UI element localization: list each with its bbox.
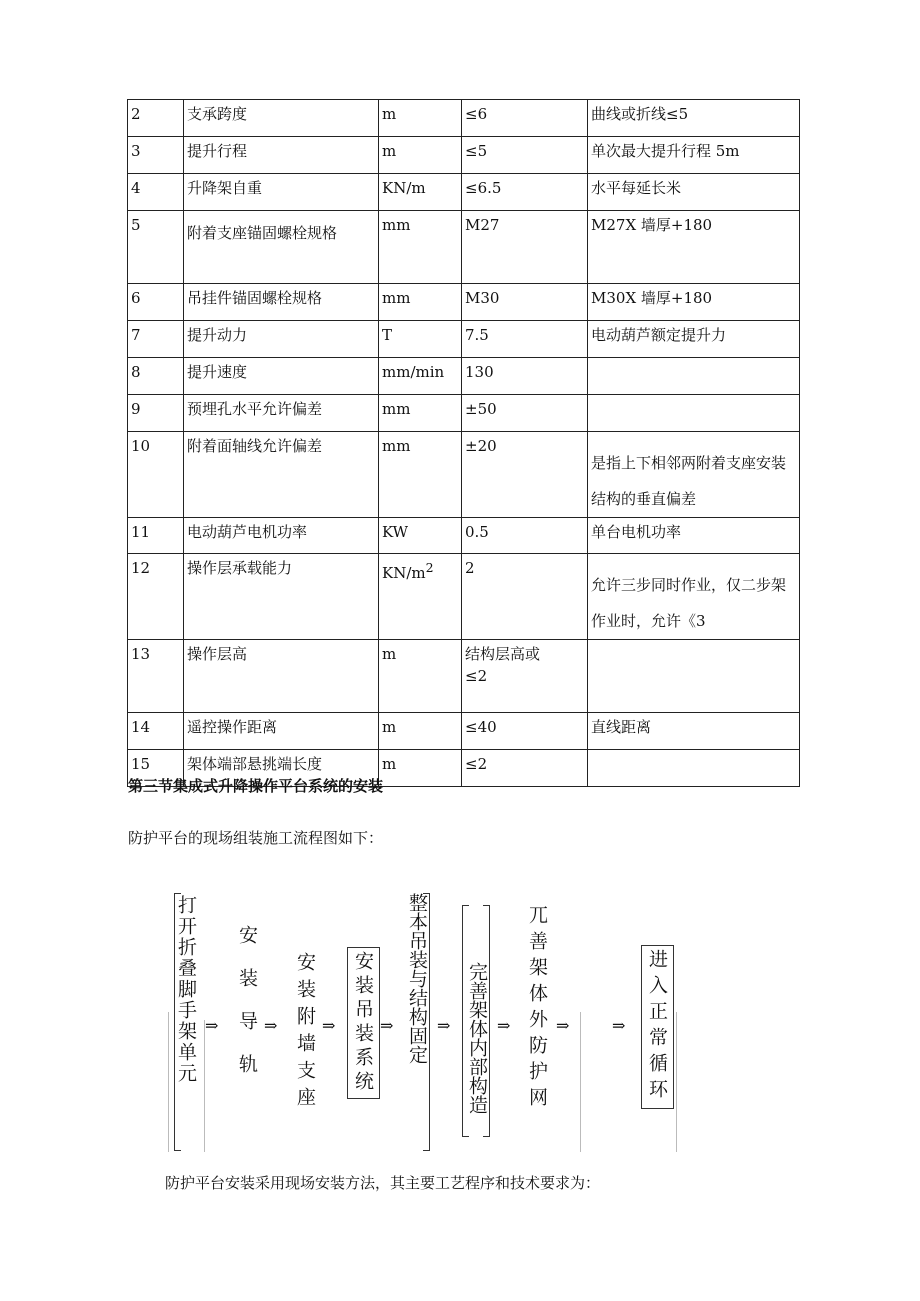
step-bracket [483,905,490,1137]
note: 水平每延长米 [588,174,800,211]
flow-divider [168,1012,169,1152]
note: 直线距离 [588,713,800,750]
value: ≤6.5 [462,174,588,211]
unit: KW [379,518,462,554]
unit: m [379,137,462,174]
flow-step-2: 安装导轨 [236,925,258,1097]
row-number: 14 [128,713,184,750]
row-number: 6 [128,284,184,321]
flow-divider [580,1012,581,1152]
item-name: 电动葫芦电机功率 [184,518,379,554]
note: 单台电机功率 [588,518,800,554]
flow-step-1: 打开折叠脚手架单元 [175,895,197,1084]
row-number: 5 [128,211,184,284]
unit: mm/min [379,358,462,395]
item-name: 架体端部悬挑端长度 [184,750,379,787]
unit: m [379,750,462,787]
value: ≤5 [462,137,588,174]
value: ≤2 [462,750,588,787]
row-number: 11 [128,518,184,554]
flow-arrow-6: ⇒ [497,1016,511,1035]
note: 电动葫芦额定提升力 [588,321,800,358]
item-name: 附着支座锚固螺栓规格 [187,224,338,242]
item-name: 提升行程 [184,137,379,174]
item-name: 升降架自重 [184,174,379,211]
unit: m [379,640,462,713]
item-name: 预埋孔水平允许偏差 [184,395,379,432]
value: M30 [462,284,588,321]
flow-divider [204,1020,205,1152]
section-heading: 第三节集成式升降操作平台系统的安装 [128,777,384,795]
flow-step-6: 完善架体内部构造 [466,962,488,1114]
value-line-2: ≤2 [465,667,488,685]
note: M30X 墙厚+180 [588,284,800,321]
note: M27X 墙厚+180 [588,211,800,284]
row-number: 3 [128,137,184,174]
step-bracket [423,893,430,1151]
row-number: 2 [128,100,184,137]
unit-superscript: 2 [425,560,434,575]
row-number: 10 [128,432,184,518]
flow-divider [676,1012,677,1152]
row-number: 4 [128,174,184,211]
note: 是指上下相邻两附着支座安装结构的垂直偏差 [591,454,787,508]
unit: mm [379,395,462,432]
value-line-1: 结构层高或 [465,645,541,663]
flow-arrow-8: ⇒ [612,1016,626,1035]
flow-arrow-3: ⇒ [322,1016,336,1035]
value: 2 [462,554,588,640]
row-number: 13 [128,640,184,713]
item-name: 提升速度 [184,358,379,395]
value: ≤40 [462,713,588,750]
note: 允许三步同时作业，仅二步架作业时，允许《3 [591,576,787,630]
value: ≤6 [462,100,588,137]
item-name: 支承跨度 [184,100,379,137]
unit: T [379,321,462,358]
unit: m [379,100,462,137]
note: 曲线或折线≤5 [588,100,800,137]
flow-arrow-2: ⇒ [264,1016,278,1035]
flow-step-4: 安装吊装系统 [347,947,380,1099]
item-name: 吊挂件锚固螺栓规格 [184,284,379,321]
flow-arrow-1: ⇒ [205,1016,219,1035]
item-name: 遥控操作距离 [184,713,379,750]
row-number: 12 [128,554,184,640]
unit: mm [379,211,462,284]
note: 单次最大提升行程 5m [588,137,800,174]
flow-step-8: 进入正常循环 [641,945,674,1109]
item-name: 操作层高 [184,640,379,713]
flow-arrow-4: ⇒ [380,1016,394,1035]
row-number: 8 [128,358,184,395]
row-number: 7 [128,321,184,358]
item-name: 操作层承载能力 [184,554,379,640]
unit: KN/m [379,174,462,211]
item-name: 附着面轴线允许偏差 [184,432,379,518]
flow-step-7: 兀善架体外防护网 [526,905,548,1113]
value: ±50 [462,395,588,432]
unit: mm [379,432,462,518]
value: 0.5 [462,518,588,554]
installation-note: 防护平台安装采用现场安装方法，其主要工艺程序和技术要求为： [165,1174,601,1192]
flow-step-5: 整本吊装与结构固定 [406,893,428,1064]
value: ±20 [462,432,588,518]
unit: m [379,713,462,750]
row-number: 9 [128,395,184,432]
value: 130 [462,358,588,395]
unit-text: KN/m [382,564,426,582]
value: M27 [462,211,588,284]
flow-intro-text: 防护平台的现场组装施工流程图如下： [128,829,384,847]
unit: mm [379,284,462,321]
row-number: 15 [128,750,184,787]
item-name: 提升动力 [184,321,379,358]
flow-arrow-5: ⇒ [437,1016,451,1035]
value: 7.5 [462,321,588,358]
flow-arrow-7: ⇒ [556,1016,570,1035]
flow-step-3: 安装附墙支座 [294,952,316,1114]
